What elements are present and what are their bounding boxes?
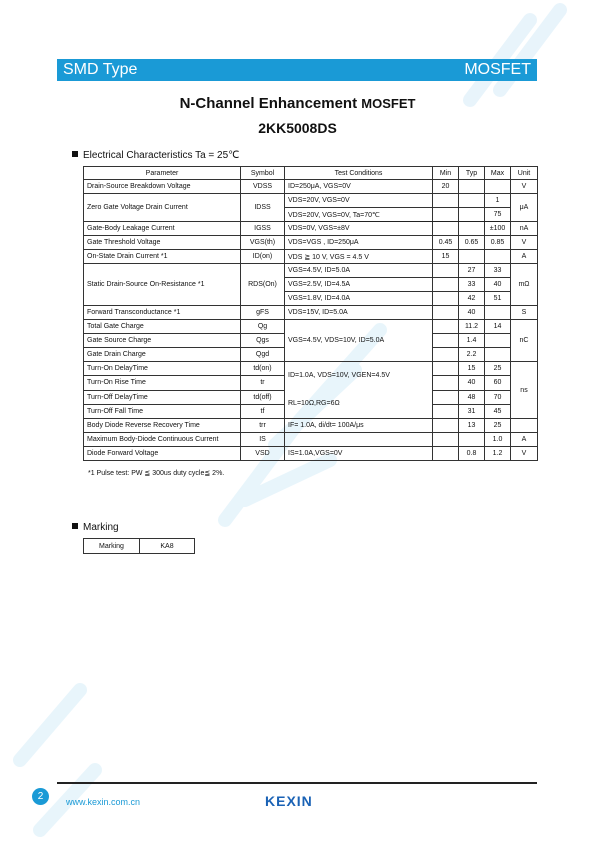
typ-cell — [459, 433, 485, 447]
symbol-cell: RDS(On) — [241, 264, 285, 306]
unit-cell: V — [511, 447, 538, 461]
param-cell: Maximum Body-Diode Continuous Current — [84, 433, 241, 447]
black-square-icon — [72, 523, 78, 529]
condition-cell: VDS=VGS , ID=250μA — [285, 236, 433, 250]
header-type: SMD Type — [63, 61, 138, 78]
min-cell — [433, 306, 459, 320]
min-cell — [433, 362, 459, 376]
param-cell: Gate Threshold Voltage — [84, 236, 241, 250]
table-row — [84, 250, 538, 264]
condition-cell: VDS=15V, ID=5.0A — [285, 306, 433, 320]
max-cell: 51 — [485, 292, 511, 306]
unit-cell: ns — [511, 362, 538, 419]
typ-cell — [459, 222, 485, 236]
symbol-cell: Qgs — [241, 334, 285, 348]
symbol-cell: IGSS — [241, 222, 285, 236]
max-cell — [485, 180, 511, 194]
param-cell: Total Gate Charge — [84, 320, 241, 334]
min-cell — [433, 376, 459, 390]
typ-cell: 1.4 — [459, 334, 485, 348]
typ-cell: 40 — [459, 376, 485, 390]
marking-value-cell: KA8 — [140, 539, 195, 554]
typ-cell: 0.65 — [459, 236, 485, 250]
unit-cell: A — [511, 250, 538, 264]
col-header: Symbol — [241, 167, 285, 180]
param-cell: Drain-Source Breakdown Voltage — [84, 180, 241, 194]
min-cell — [433, 194, 459, 208]
min-cell — [433, 419, 459, 433]
param-cell: Gate Source Charge — [84, 334, 241, 348]
min-cell — [433, 292, 459, 306]
col-header: Unit — [511, 167, 538, 180]
max-cell: 25 — [485, 362, 511, 376]
max-cell: 0.85 — [485, 236, 511, 250]
col-header: Typ — [459, 167, 485, 180]
typ-cell: 2.2 — [459, 348, 485, 362]
max-cell: ±100 — [485, 222, 511, 236]
typ-cell: 11.2 — [459, 320, 485, 334]
min-cell — [433, 222, 459, 236]
condition-cell: VGS=4.5V, ID=5.0A — [285, 264, 433, 278]
param-cell: Diode Forward Voltage — [84, 447, 241, 461]
typ-cell: 31 — [459, 404, 485, 418]
min-cell — [433, 404, 459, 418]
symbol-cell: td(off) — [241, 390, 285, 404]
min-cell — [433, 433, 459, 447]
symbol-cell: gFS — [241, 306, 285, 320]
website-link[interactable]: www.kexin.com.cn — [66, 797, 141, 807]
param-cell: Body Diode Reverse Recovery Time — [84, 419, 241, 433]
unit-cell — [511, 419, 538, 433]
symbol-cell: trr — [241, 419, 285, 433]
max-cell: 1.0 — [485, 433, 511, 447]
doc-title-suffix: MOSFET — [361, 96, 416, 111]
condition-cell: VGS=2.5V, ID=4.5A — [285, 278, 433, 292]
symbol-cell: td(on) — [241, 362, 285, 376]
condition-cell: VDS=20V, VGS=0V — [285, 194, 433, 208]
max-cell: 1.2 — [485, 447, 511, 461]
min-cell — [433, 278, 459, 292]
unit-cell: A — [511, 433, 538, 447]
typ-cell: 40 — [459, 306, 485, 320]
header-category: MOSFET — [464, 61, 531, 78]
doc-title-main: N-Channel Enhancement — [179, 95, 358, 112]
condition-cell: IS=1.0A,VGS=0V — [285, 447, 433, 461]
param-cell: Static Drain-Source On-Resistance *1 — [84, 264, 241, 306]
param-cell: Forward Transconductance *1 — [84, 306, 241, 320]
max-cell: 25 — [485, 419, 511, 433]
max-cell: 70 — [485, 390, 511, 404]
symbol-cell: IS — [241, 433, 285, 447]
typ-cell — [459, 194, 485, 208]
typ-cell: 33 — [459, 278, 485, 292]
col-header: Parameter — [84, 167, 241, 180]
symbol-cell: VDSS — [241, 180, 285, 194]
page-number: 2 — [32, 788, 49, 805]
max-cell — [485, 250, 511, 264]
max-cell — [485, 334, 511, 348]
symbol-cell: tr — [241, 376, 285, 390]
param-cell: Turn-Off DelayTime — [84, 390, 241, 404]
max-cell: 75 — [485, 208, 511, 222]
table-row — [84, 306, 538, 320]
electrical-heading-text: Electrical Characteristics Ta = 25℃ — [83, 150, 240, 161]
table-row — [84, 236, 538, 250]
footer-divider — [57, 782, 537, 784]
max-cell: 1 — [485, 194, 511, 208]
typ-cell — [459, 208, 485, 222]
typ-cell: 27 — [459, 264, 485, 278]
typ-cell — [459, 180, 485, 194]
pulse-test-note: *1 Pulse test: PW ≦ 300us duty cycle≦ 2%. — [88, 470, 225, 477]
condition-cell — [285, 433, 433, 447]
condition-cell: VDS ≧ 10 V, VGS = 4.5 V — [285, 250, 433, 264]
table-row — [84, 447, 538, 461]
max-cell: 40 — [485, 278, 511, 292]
min-cell — [433, 320, 459, 334]
condition-cell: VGS=1.8V, ID=4.0A — [285, 292, 433, 306]
table-row — [84, 222, 538, 236]
max-cell: 60 — [485, 376, 511, 390]
param-cell: Turn-On DelayTime — [84, 362, 241, 376]
header-band — [57, 59, 537, 81]
electrical-table — [83, 166, 538, 461]
min-cell — [433, 208, 459, 222]
param-cell: Zero Gate Voltage Drain Current — [84, 194, 241, 222]
table-row — [84, 194, 538, 208]
table-row — [84, 539, 195, 554]
min-cell: 0.45 — [433, 236, 459, 250]
min-cell: 20 — [433, 180, 459, 194]
col-header: Max — [485, 167, 511, 180]
col-header: Test Conditions — [285, 167, 433, 180]
marking-heading-text: Marking — [83, 522, 119, 533]
param-cell: Gate-Body Leakage Current — [84, 222, 241, 236]
condition-cell: VGS=4.5V, VDS=10V, ID=5.0A — [285, 320, 433, 362]
doc-title — [0, 95, 595, 112]
max-cell — [485, 348, 511, 362]
typ-cell: 13 — [459, 419, 485, 433]
unit-cell: S — [511, 306, 538, 320]
col-header: Min — [433, 167, 459, 180]
symbol-cell: ID(on) — [241, 250, 285, 264]
table-row — [84, 320, 538, 334]
max-cell: 33 — [485, 264, 511, 278]
min-cell — [433, 264, 459, 278]
unit-cell: V — [511, 236, 538, 250]
typ-cell: 48 — [459, 390, 485, 404]
kexin-logo: KEXIN — [265, 793, 313, 809]
condition-cell: IF= 1.0A, di/dt= 100A/μs — [285, 419, 433, 433]
table-header-row — [84, 167, 538, 180]
param-cell: Turn-Off Fall Time — [84, 404, 241, 418]
black-square-icon — [72, 151, 78, 157]
param-cell: Gate Drain Charge — [84, 348, 241, 362]
table-row — [84, 433, 538, 447]
table-row — [84, 180, 538, 194]
unit-cell: mΩ — [511, 264, 538, 306]
condition-cell: VDS=0V, VGS=±8V — [285, 222, 433, 236]
table-row — [84, 419, 538, 433]
symbol-cell: Qgd — [241, 348, 285, 362]
typ-cell: 0.8 — [459, 447, 485, 461]
symbol-cell: IDSS — [241, 194, 285, 222]
min-cell — [433, 447, 459, 461]
symbol-cell: VGS(th) — [241, 236, 285, 250]
min-cell — [433, 390, 459, 404]
condition-line: ID=1.0A, VDS=10V, VGEN=4.5V — [288, 372, 390, 379]
marking-heading — [72, 522, 119, 533]
typ-cell — [459, 250, 485, 264]
marking-table — [83, 538, 195, 554]
param-cell: On-State Drain Current *1 — [84, 250, 241, 264]
condition-line: RL=10Ω,RG=6Ω — [288, 400, 340, 407]
condition-cell: VDS=20V, VGS=0V, Ta=70℃ — [285, 208, 433, 222]
min-cell: 15 — [433, 250, 459, 264]
unit-cell: μA — [511, 194, 538, 222]
typ-cell: 42 — [459, 292, 485, 306]
unit-cell: V — [511, 180, 538, 194]
condition-cell: ID=250μA, VGS=0V — [285, 180, 433, 194]
max-cell: 45 — [485, 404, 511, 418]
electrical-heading — [72, 150, 239, 161]
max-cell — [485, 306, 511, 320]
table-row — [84, 264, 538, 278]
symbol-cell: Qg — [241, 320, 285, 334]
marking-label-cell: Marking — [84, 539, 140, 554]
unit-cell: nC — [511, 320, 538, 362]
condition-cell — [285, 362, 433, 419]
symbol-cell: VSD — [241, 447, 285, 461]
min-cell — [433, 334, 459, 348]
max-cell: 14 — [485, 320, 511, 334]
symbol-cell: tf — [241, 404, 285, 418]
typ-cell: 15 — [459, 362, 485, 376]
table-row — [84, 362, 538, 376]
min-cell — [433, 348, 459, 362]
param-cell: Turn-On Rise Time — [84, 376, 241, 390]
part-number: 2KK5008DS — [258, 120, 337, 136]
unit-cell: nA — [511, 222, 538, 236]
